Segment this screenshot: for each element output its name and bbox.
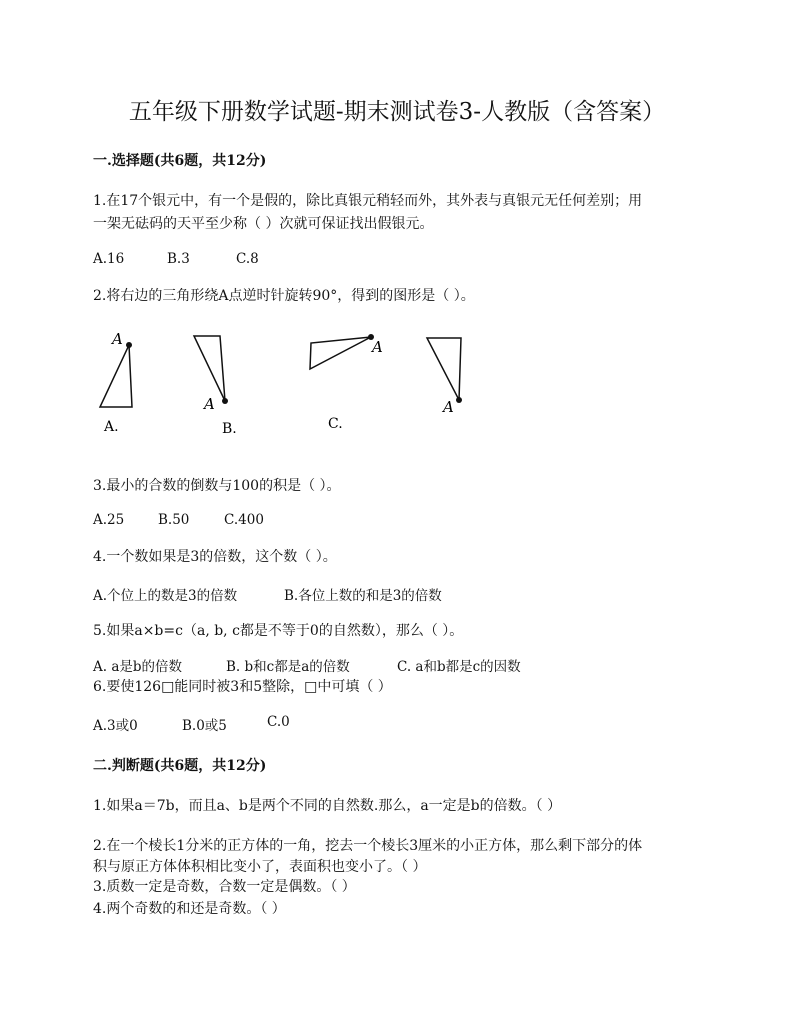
question-4-text: 4.一个数如果是3的倍数，这个数（ ）。 xyxy=(93,549,337,565)
document-title: 五年级下册数学试题-期末测试卷3-人教版（含答案） xyxy=(128,99,666,125)
vertex-label-c: A xyxy=(372,338,383,356)
triangle-option-c-shape xyxy=(310,337,371,369)
section-heading-judgement: 二.判断题(共6题，共12分) xyxy=(93,758,267,774)
question-6-text: 6.要使126□能同时被3和5整除，□中可填（ ） xyxy=(93,679,392,695)
triangle-option-d-shape xyxy=(427,338,461,400)
vertex-label-a: A xyxy=(112,330,123,348)
question-1-line1: 1.在17个银元中，有一个是假的，除比真银元稍轻而外，其外表与真银元无任何差别；用 xyxy=(93,193,643,209)
triangle-option-a-shape xyxy=(100,345,132,407)
judgement-4-text: 4.两个奇数的和还是奇数。（ ） xyxy=(93,901,286,917)
triangle-options-figure xyxy=(92,325,472,440)
question-4-option-a: A.个位上的数是3的倍数 xyxy=(93,588,238,604)
triangle-option-b-shape xyxy=(194,336,225,401)
judgement-2-line2: 积与原正方体体积相比变小了，表面积也变小了。（ ） xyxy=(93,859,427,875)
question-5-option-a: A. a是b的倍数 xyxy=(93,659,183,675)
question-3-option-b: B.50 xyxy=(158,512,190,528)
question-3-text: 3.最小的合数的倒数与100的积是（ ）。 xyxy=(93,478,341,494)
section-heading-choice: 一.选择题(共6题，共12分) xyxy=(93,153,267,169)
figure-label-b: B. xyxy=(222,421,237,437)
question-5-option-b: B. b和c都是a的倍数 xyxy=(226,659,350,675)
vertex-dot-b xyxy=(222,398,228,404)
question-2-text: 2.将右边的三角形绕A点逆时针旋转90°，得到的图形是（ ）。 xyxy=(93,288,475,304)
question-3-option-a: A.25 xyxy=(93,512,125,528)
vertex-label-b: A xyxy=(204,395,215,413)
vertex-label-d: A xyxy=(443,398,454,416)
question-5-option-c: C. a和b都是c的因数 xyxy=(397,659,521,675)
figure-label-a: A. xyxy=(104,419,119,435)
question-3-option-c: C.400 xyxy=(224,512,264,528)
judgement-1-text: 1.如果a＝7b，而且a、b是两个不同的自然数.那么，a一定是b的倍数。（ ） xyxy=(93,798,562,814)
question-5-text: 5.如果a×b=c（a, b, c都是不等于0的自然数），那么（ ）。 xyxy=(93,623,464,639)
question-1-option-a: A.16 xyxy=(93,251,125,267)
judgement-2-line1: 2.在一个棱长1分米的正方体的一角，挖去一个棱长3厘米的小正方体，那么剩下部分的体 xyxy=(93,838,643,854)
question-1-option-c: C.8 xyxy=(236,251,259,267)
question-4-option-b: B.各位上数的和是3的倍数 xyxy=(284,588,442,604)
question-1-line2: 一架无砝码的天平至少称（ ）次就可保证找出假银元。 xyxy=(93,216,434,232)
question-6-option-c: C.0 xyxy=(267,714,290,730)
figure-label-c: C. xyxy=(328,416,343,432)
judgement-3-text: 3.质数一定是奇数，合数一定是偶数。（ ） xyxy=(93,879,356,895)
vertex-dot-d xyxy=(456,397,462,403)
question-6-option-a: A.3或0 xyxy=(93,718,138,734)
question-6-option-b: B.0或5 xyxy=(182,718,227,734)
question-1-option-b: B.3 xyxy=(167,251,190,267)
vertex-dot-a xyxy=(126,342,132,348)
